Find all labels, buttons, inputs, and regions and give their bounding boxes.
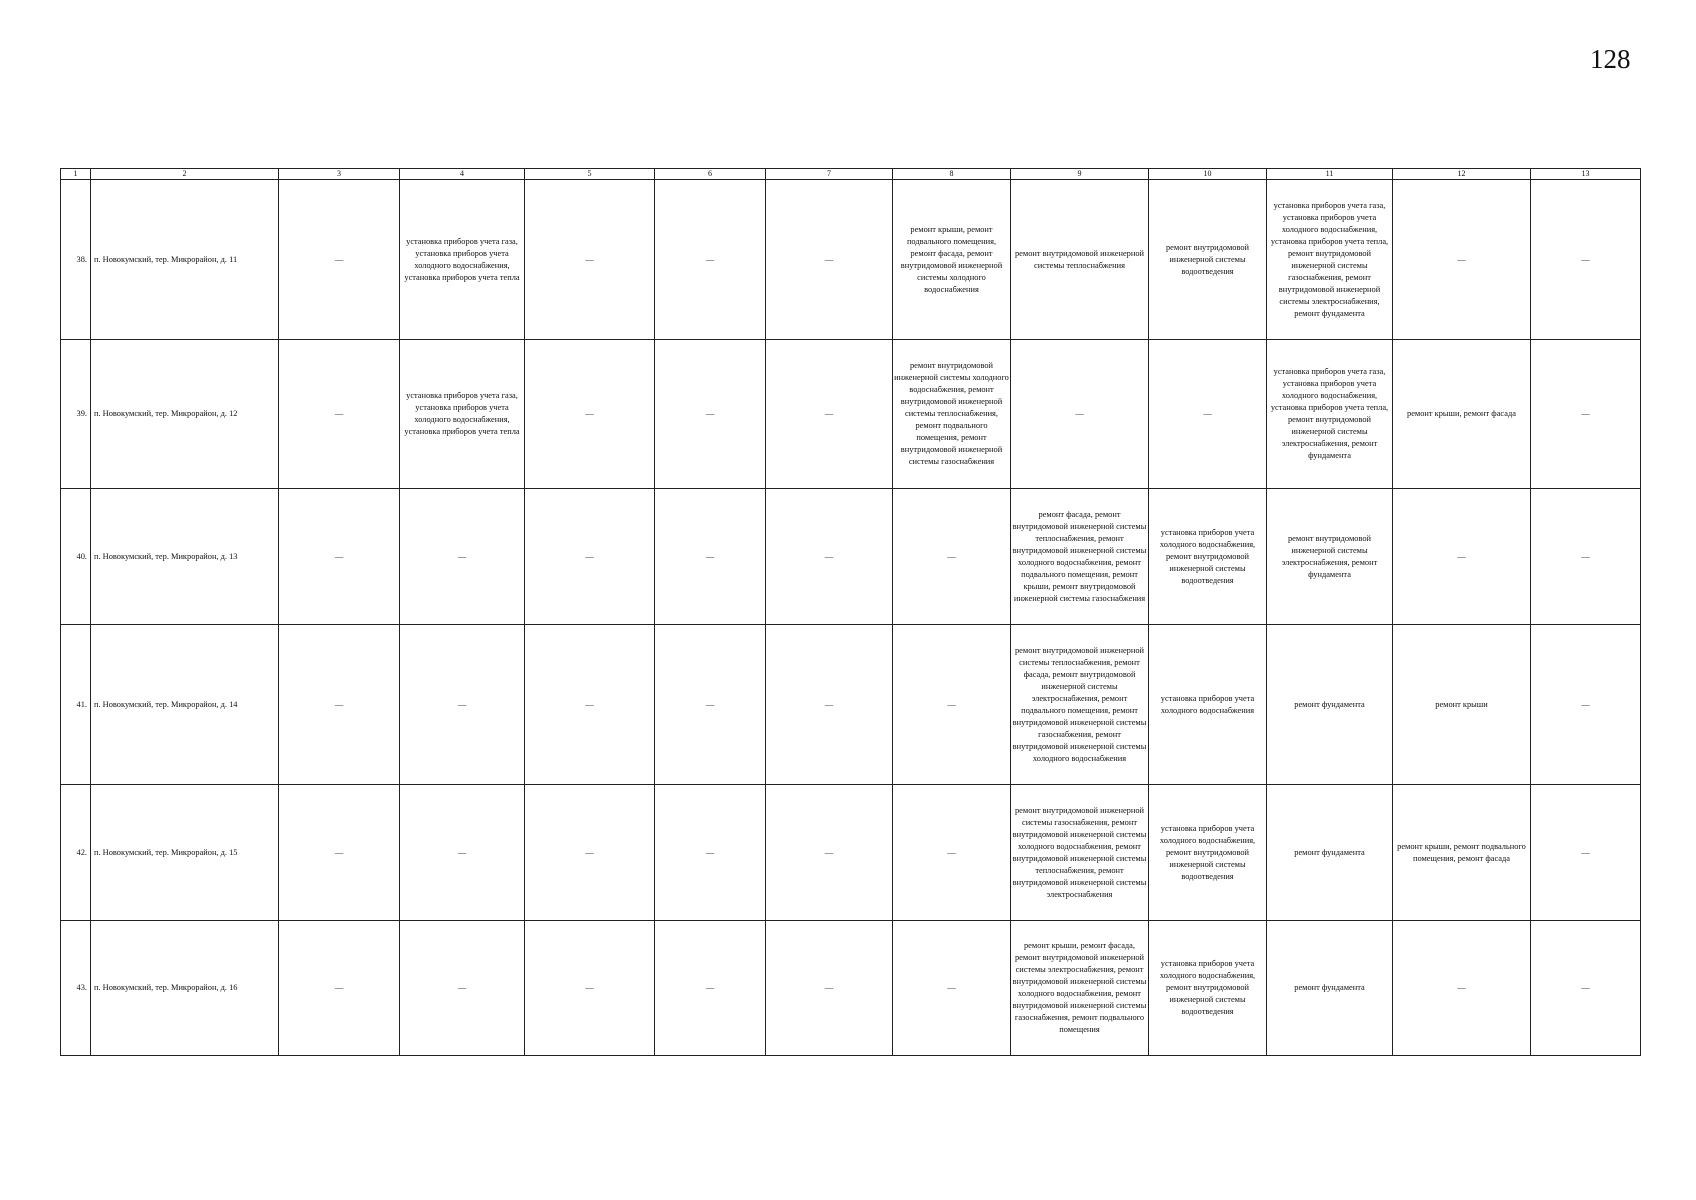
empty-dash: — bbox=[1457, 983, 1466, 992]
table-cell-c13 bbox=[1531, 489, 1641, 625]
table-cell-c9 bbox=[1011, 921, 1149, 1056]
table-cell-c4 bbox=[400, 921, 525, 1056]
empty-dash: — bbox=[334, 983, 344, 992]
cell-text: п. Новокумский, тер. Микрорайон, д. 13 bbox=[94, 551, 238, 561]
empty-dash: — bbox=[585, 551, 594, 561]
table-cell-c4 bbox=[400, 785, 525, 921]
table-cell-c3 bbox=[279, 785, 400, 921]
table-cell-c8 bbox=[893, 180, 1011, 340]
table-cell-c5 bbox=[525, 180, 655, 340]
empty-dash: — bbox=[334, 254, 344, 264]
address-cell bbox=[91, 489, 279, 625]
column-header: 6 bbox=[655, 169, 766, 180]
cell-text: 41. bbox=[76, 699, 87, 709]
cell-text: ремонт крыши, ремонт фасада bbox=[1407, 409, 1516, 418]
empty-dash: — bbox=[947, 847, 956, 857]
empty-dash: — bbox=[585, 409, 594, 418]
cell-text: ремонт фундамента bbox=[1294, 983, 1365, 992]
table-cell-c12 bbox=[1393, 785, 1531, 921]
empty-dash: — bbox=[1457, 254, 1466, 264]
empty-dash: — bbox=[1581, 254, 1590, 264]
table-cell-c11 bbox=[1267, 340, 1393, 489]
empty-dash: — bbox=[824, 983, 834, 992]
empty-dash: — bbox=[334, 847, 344, 857]
table-cell-c7 bbox=[766, 921, 893, 1056]
table-cell-c12 bbox=[1393, 625, 1531, 785]
empty-dash: — bbox=[1075, 409, 1084, 418]
table-cell-c5 bbox=[525, 340, 655, 489]
table-cell-c13 bbox=[1531, 625, 1641, 785]
table-cell-c11 bbox=[1267, 489, 1393, 625]
page-number: 128 bbox=[1590, 44, 1631, 74]
table-cell-c11 bbox=[1267, 785, 1393, 921]
address-cell bbox=[91, 625, 279, 785]
table-cell-c5 bbox=[525, 625, 655, 785]
cell-text: установка приборов учета холодного водоснабжения bbox=[1160, 693, 1255, 715]
empty-dash: — bbox=[947, 551, 956, 561]
cell-text: 40. bbox=[76, 551, 87, 561]
cell-text: 42. bbox=[76, 847, 87, 857]
empty-dash: — bbox=[457, 699, 467, 709]
empty-dash: — bbox=[824, 551, 834, 561]
cell-text: установка приборов учета газа, установка приборов учета холодного водоснабжения, установка приборов учета тепла, ремонт внутридомовой инженерной системы газоснабжения, ремонт внутридомовой инженерной системы электроснабжения, ремонт фундамента bbox=[1270, 200, 1389, 318]
row-number-cell bbox=[61, 785, 91, 921]
column-header: 11 bbox=[1267, 169, 1393, 180]
table-cell-c9 bbox=[1011, 340, 1149, 489]
table-cell-c4 bbox=[400, 625, 525, 785]
cell-text: установка приборов учета газа, установка приборов учета холодного водоснабжения, установка приборов учета тепла bbox=[404, 236, 520, 282]
table-row bbox=[61, 180, 1641, 340]
empty-dash: — bbox=[705, 551, 715, 561]
cell-text: 38. bbox=[76, 254, 87, 264]
table-cell-c7 bbox=[766, 180, 893, 340]
empty-dash: — bbox=[334, 409, 344, 418]
cell-text: ремонт внутридомовой инженерной системы холодного водоснабжения, ремонт внутридомовой инженерной системы теплоснабжения, ремонт подвального помещения, ремонт внутридомовой инженерной системы газоснабжения bbox=[894, 361, 1009, 466]
cell-text: ремонт внутридомовой инженерной системы водоотведения bbox=[1165, 242, 1250, 276]
table-cell-c5 bbox=[525, 921, 655, 1056]
column-header: 5 bbox=[525, 169, 655, 180]
column-header: 13 bbox=[1531, 169, 1641, 180]
empty-dash: — bbox=[824, 409, 834, 418]
cell-text: ремонт внутридомовой инженерной системы теплоснабжения, ремонт фасада, ремонт внутридомовой инженерной системы электроснабжения, ремонт подвального помещения, ремонт внутридомовой инженерной системы газоснабжения, ремонт внутридомовой инженерной системы холодного водоснабжения bbox=[1012, 645, 1147, 763]
table-row bbox=[61, 489, 1641, 625]
table-cell-c4 bbox=[400, 180, 525, 340]
table-cell-c3 bbox=[279, 180, 400, 340]
cell-text: ремонт крыши, ремонт подвального помещения, ремонт фасада bbox=[1397, 841, 1526, 863]
table-cell-c6 bbox=[655, 340, 766, 489]
table-cell-c10 bbox=[1149, 489, 1267, 625]
table-cell-c6 bbox=[655, 180, 766, 340]
empty-dash: — bbox=[585, 699, 594, 709]
cell-text: установка приборов учета холодного водоснабжения, ремонт внутридомовой инженерной системы водоотведения bbox=[1159, 823, 1256, 881]
table-cell-c13 bbox=[1531, 340, 1641, 489]
table-cell-c8 bbox=[893, 489, 1011, 625]
table-cell-c3 bbox=[279, 489, 400, 625]
table-cell-c8 bbox=[893, 921, 1011, 1056]
table-cell-c12 bbox=[1393, 489, 1531, 625]
empty-dash: — bbox=[334, 699, 344, 709]
table-body bbox=[61, 180, 1641, 1056]
table-cell-c9 bbox=[1011, 785, 1149, 921]
cell-text: ремонт внутридомовой инженерной системы теплоснабжения bbox=[1014, 248, 1144, 270]
cell-text: ремонт крыши bbox=[1435, 699, 1488, 709]
empty-dash: — bbox=[1581, 847, 1590, 857]
table-row bbox=[61, 785, 1641, 921]
cell-text: 43. bbox=[76, 983, 87, 992]
table-cell-c4 bbox=[400, 340, 525, 489]
table-cell-c11 bbox=[1267, 921, 1393, 1056]
column-header: 7 bbox=[766, 169, 893, 180]
cell-text: 39. bbox=[76, 409, 87, 418]
column-header: 1 bbox=[61, 169, 91, 180]
table-cell-c3 bbox=[279, 921, 400, 1056]
cell-text: п. Новокумский, тер. Микрорайон, д. 16 bbox=[94, 983, 238, 992]
table-cell-c3 bbox=[279, 625, 400, 785]
row-number-cell bbox=[61, 180, 91, 340]
table-cell-c13 bbox=[1531, 180, 1641, 340]
empty-dash: — bbox=[705, 699, 715, 709]
table-cell-c10 bbox=[1149, 625, 1267, 785]
column-number-row bbox=[61, 169, 1641, 180]
empty-dash: — bbox=[705, 254, 715, 264]
cell-text: п. Новокумский, тер. Микрорайон, д. 14 bbox=[94, 699, 238, 709]
empty-dash: — bbox=[1457, 551, 1466, 561]
empty-dash: — bbox=[1581, 983, 1590, 992]
cell-text: ремонт крыши, ремонт подвального помещения, ремонт фасада, ремонт внутридомовой инженерной системы холодного водоснабжения bbox=[900, 224, 1003, 294]
table-cell-c6 bbox=[655, 785, 766, 921]
table-cell-c5 bbox=[525, 785, 655, 921]
table-row bbox=[61, 921, 1641, 1056]
address-cell bbox=[91, 785, 279, 921]
cell-text: ремонт крыши, ремонт фасада, ремонт внутридомовой инженерной системы электроснабжения, ремонт внутридомовой инженерной системы холодного водоснабжения, ремонт внутридомовой инженерной системы газоснабжения, ремонт подвального помещения bbox=[1012, 941, 1147, 1034]
cell-text: п. Новокумский, тер. Микрорайон, д. 12 bbox=[94, 409, 238, 418]
empty-dash: — bbox=[1581, 551, 1590, 561]
address-cell bbox=[91, 340, 279, 489]
empty-dash: — bbox=[585, 254, 594, 264]
cell-text: ремонт фасада, ремонт внутридомовой инженерной системы теплоснабжения, ремонт внутридомовой инженерной системы холодного водоснабжения, ремонт подвального помещения, ремонт крыши, ремонт внутридомовой инженерной системы газоснабжения bbox=[1012, 509, 1147, 603]
table-cell-c7 bbox=[766, 625, 893, 785]
repair-schedule-table bbox=[60, 168, 1641, 1056]
cell-text: ремонт фундамента bbox=[1294, 699, 1365, 709]
cell-text: установка приборов учета газа, установка приборов учета холодного водоснабжения, установка приборов учета тепла bbox=[404, 391, 520, 436]
cell-text: ремонт внутридомовой инженерной системы газоснабжения, ремонт внутридомовой инженерной системы холодного водоснабжения, ремонт внутридомовой инженерной системы теплоснабжения, ремонт внутридомовой инженерной системы электроснабжения bbox=[1012, 805, 1147, 899]
empty-dash: — bbox=[947, 699, 956, 709]
empty-dash: — bbox=[824, 699, 834, 709]
table-cell-c11 bbox=[1267, 180, 1393, 340]
table-cell-c12 bbox=[1393, 180, 1531, 340]
table-row bbox=[61, 340, 1641, 489]
empty-dash: — bbox=[1203, 409, 1212, 418]
row-number-cell bbox=[61, 625, 91, 785]
table-cell-c10 bbox=[1149, 180, 1267, 340]
column-header: 3 bbox=[279, 169, 400, 180]
empty-dash: — bbox=[824, 847, 834, 857]
table-cell-c12 bbox=[1393, 340, 1531, 489]
table-row bbox=[61, 625, 1641, 785]
column-header: 9 bbox=[1011, 169, 1149, 180]
table-cell-c6 bbox=[655, 921, 766, 1056]
cell-text: п. Новокумский, тер. Микрорайон, д. 15 bbox=[94, 847, 238, 857]
cell-text: ремонт фундамента bbox=[1294, 847, 1365, 857]
empty-dash: — bbox=[705, 983, 715, 992]
address-cell bbox=[91, 921, 279, 1056]
table-cell-c9 bbox=[1011, 180, 1149, 340]
table-cell-c9 bbox=[1011, 489, 1149, 625]
table-cell-c8 bbox=[893, 625, 1011, 785]
table-cell-c9 bbox=[1011, 625, 1149, 785]
address-cell bbox=[91, 180, 279, 340]
column-header: 12 bbox=[1393, 169, 1531, 180]
table-cell-c11 bbox=[1267, 625, 1393, 785]
column-header: 2 bbox=[91, 169, 279, 180]
cell-text: п. Новокумский, тер. Микрорайон, д. 11 bbox=[94, 254, 238, 264]
empty-dash: — bbox=[824, 254, 834, 264]
table-cell-c10 bbox=[1149, 921, 1267, 1056]
table-cell-c3 bbox=[279, 340, 400, 489]
table-cell-c13 bbox=[1531, 785, 1641, 921]
cell-text: установка приборов учета холодного водоснабжения, ремонт внутридомовой инженерной системы водоотведения bbox=[1159, 959, 1256, 1016]
table-cell-c12 bbox=[1393, 921, 1531, 1056]
row-number-cell bbox=[61, 489, 91, 625]
empty-dash: — bbox=[457, 983, 467, 992]
empty-dash: — bbox=[585, 983, 594, 992]
cell-text: ремонт внутридомовой инженерной системы электроснабжения, ремонт фундамента bbox=[1281, 533, 1378, 579]
empty-dash: — bbox=[705, 847, 715, 857]
empty-dash: — bbox=[1581, 699, 1590, 709]
table-cell-c8 bbox=[893, 785, 1011, 921]
empty-dash: — bbox=[334, 551, 344, 561]
cell-text: установка приборов учета холодного водоснабжения, ремонт внутридомовой инженерной системы водоотведения bbox=[1159, 527, 1256, 585]
table-cell-c4 bbox=[400, 489, 525, 625]
table-cell-c7 bbox=[766, 340, 893, 489]
empty-dash: — bbox=[457, 551, 467, 561]
empty-dash: — bbox=[1581, 409, 1590, 418]
empty-dash: — bbox=[585, 847, 594, 857]
table-cell-c7 bbox=[766, 489, 893, 625]
column-header: 10 bbox=[1149, 169, 1267, 180]
cell-text: установка приборов учета газа, установка приборов учета холодного водоснабжения, установка приборов учета тепла, ремонт внутридомовой инженерной системы электроснабжения, ремонт фундамента bbox=[1270, 367, 1389, 460]
empty-dash: — bbox=[947, 983, 956, 992]
empty-dash: — bbox=[705, 409, 715, 418]
table-cell-c7 bbox=[766, 785, 893, 921]
table-cell-c10 bbox=[1149, 785, 1267, 921]
table-cell-c10 bbox=[1149, 340, 1267, 489]
table-cell-c13 bbox=[1531, 921, 1641, 1056]
table-cell-c6 bbox=[655, 489, 766, 625]
table-cell-c8 bbox=[893, 340, 1011, 489]
column-header: 4 bbox=[400, 169, 525, 180]
row-number-cell bbox=[61, 340, 91, 489]
table-cell-c5 bbox=[525, 489, 655, 625]
row-number-cell bbox=[61, 921, 91, 1056]
empty-dash: — bbox=[457, 847, 467, 857]
column-header: 8 bbox=[893, 169, 1011, 180]
table-cell-c6 bbox=[655, 625, 766, 785]
